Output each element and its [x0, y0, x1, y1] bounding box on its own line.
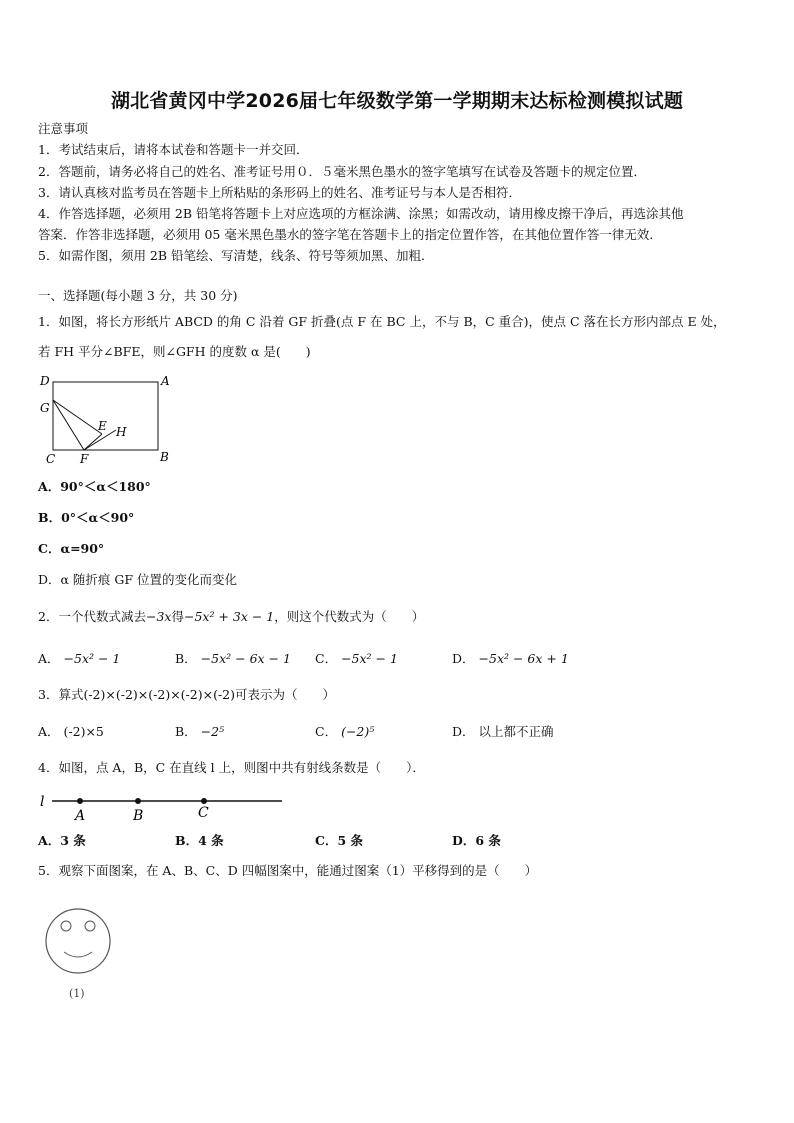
smiley-right-eye	[85, 921, 95, 931]
q2-stem-expr1: −3x	[145, 609, 172, 624]
q4-option-c: C．5 条	[315, 833, 363, 848]
q2-option-a	[38, 651, 120, 667]
point-c	[201, 798, 207, 804]
q1-stem-line1: 1．如图，将长方形纸片 ABCD 的角 C 沿着 GF 折叠(点 F 在 BC 上，不与 B，C 重合)，使点 C 落在长方形内部点 E 处，	[38, 314, 726, 329]
fig1-label-a: A	[161, 374, 170, 388]
q2-stem-c: ，则这个代数式为（ ）	[274, 609, 425, 624]
q5-stem: 5．观察下面图案，在 A、B、C、D 四幅图案中，能通过图案（1）平移得到的是（ ）	[38, 863, 538, 878]
smiley-left-eye	[61, 921, 71, 931]
q2-option-b-expr: −5x² − 6x − 1	[200, 651, 291, 666]
point-b	[135, 798, 141, 804]
q2-stem-b: 得	[171, 609, 184, 624]
q2-option-d-label: D．	[452, 651, 475, 666]
q3-option-a	[38, 724, 104, 740]
q3-option-d-expr: 以上都不正确	[478, 724, 554, 739]
q4-figure	[36, 788, 288, 824]
notice-item-5: 5．如需作图，须用 2B 铅笔绘、写清楚，线条、符号等须加黑、加粗．	[38, 248, 434, 263]
q3-option-c-label: C．	[315, 724, 338, 739]
q3-option-a-label: A．	[38, 724, 60, 739]
fig4-label-c: C	[198, 805, 209, 821]
q4-option-d: D．6 条	[452, 833, 501, 848]
q1-figure	[36, 372, 176, 468]
notice-heading: 注意事项	[38, 121, 89, 136]
q2-stem	[38, 609, 424, 625]
q2-option-a-expr: −5x² − 1	[63, 651, 121, 666]
fig1-label-d: D	[40, 374, 50, 388]
q2-option-b-label: B．	[175, 651, 197, 666]
q1-option-c: C．α=90°	[38, 541, 105, 556]
q3-option-b-expr: −2⁵	[200, 724, 225, 739]
notice-item-3: 3．请认真核对监考员在答题卡上所粘贴的条形码上的姓名、准考证号与本人是否相符．	[38, 185, 521, 200]
fig1-label-f: F	[80, 452, 89, 466]
q3-option-b	[175, 724, 224, 740]
q2-option-c-expr: −5x² − 1	[341, 651, 398, 666]
notice-item-4-cont: 答案．作答非选择题，必须用 05 毫米黑色墨水的签字笔在答题卡上的指定位置作答，在其他位置作答一律无效．	[38, 227, 662, 242]
notice-item-4: 4．作答选择题，必须用 2B 铅笔将答题卡上对应选项的方框涂满、涂黑；如需改动，请用橡皮擦干净后，再选涂其他	[38, 206, 684, 221]
fig4-label-a: A	[75, 808, 86, 824]
q1-option-d: D．α 随折痕 GF 位置的变化而变化	[38, 572, 238, 587]
q3-option-b-label: B．	[175, 724, 197, 739]
q1-stem-line2: 若 FH 平分∠BFE，则∠GFH 的度数 α 是( )	[38, 344, 311, 359]
q2-option-a-label: A．	[38, 651, 60, 666]
q3-option-d	[452, 724, 554, 740]
q3-option-d-label: D．	[452, 724, 475, 739]
q1-option-a: A．90°＜α＜180°	[38, 479, 151, 494]
q1-option-b: B．0°＜α＜90°	[38, 510, 135, 525]
fig1-label-b: B	[160, 450, 169, 464]
point-a	[77, 798, 83, 804]
notice-item-1: 1．考试结束后，请将本试卷和答题卡一并交回．	[38, 142, 309, 157]
smiley-mouth	[64, 952, 92, 957]
fig4-label-l: l	[40, 794, 45, 810]
q5-figure	[44, 906, 116, 1002]
smiley-face-icon	[46, 909, 110, 973]
q2-option-d	[452, 651, 569, 667]
q2-option-c	[315, 651, 398, 667]
q3-stem: 3．算式(-2)×(-2)×(-2)×(-2)×(-2)可表示为（ ）	[38, 687, 335, 702]
notice-item-2: 2．答题前，请务必将自己的姓名、准考证号用０．５毫米黑色墨水的签字笔填写在试卷及答题卡的规定位置．	[38, 164, 646, 179]
q2-option-b	[175, 651, 291, 667]
q2-stem-a: 2．一个代数式减去	[38, 609, 146, 624]
q4-option-a: A．3 条	[38, 833, 86, 848]
q3-option-a-expr: (-2)×5	[63, 724, 104, 739]
q4-stem: 4．如图，点 A，B，C 在直线 l 上，则图中共有射线条数是（ ）．	[38, 760, 425, 775]
q2-option-d-expr: −5x² − 6x + 1	[478, 651, 569, 666]
section-heading: 一、选择题(每小题 3 分，共 30 分)	[38, 288, 238, 303]
page-title: 湖北省黄冈中学2026届七年级数学第一学期期末达标检测模拟试题	[110, 90, 684, 112]
fig1-label-g: G	[40, 401, 50, 415]
q2-stem-expr2: −5x² + 3x − 1	[183, 609, 275, 624]
q3-option-c-expr: (−2)⁵	[341, 724, 375, 739]
fig1-label-h: H	[116, 425, 127, 439]
fig4-label-b: B	[133, 808, 144, 824]
fig5-caption: (1)	[69, 987, 85, 1000]
q2-option-c-label: C．	[315, 651, 338, 666]
fig1-label-e: E	[98, 419, 107, 433]
fig1-label-c: C	[46, 452, 56, 466]
q4-option-b: B．4 条	[175, 833, 224, 848]
q3-option-c	[315, 724, 374, 740]
